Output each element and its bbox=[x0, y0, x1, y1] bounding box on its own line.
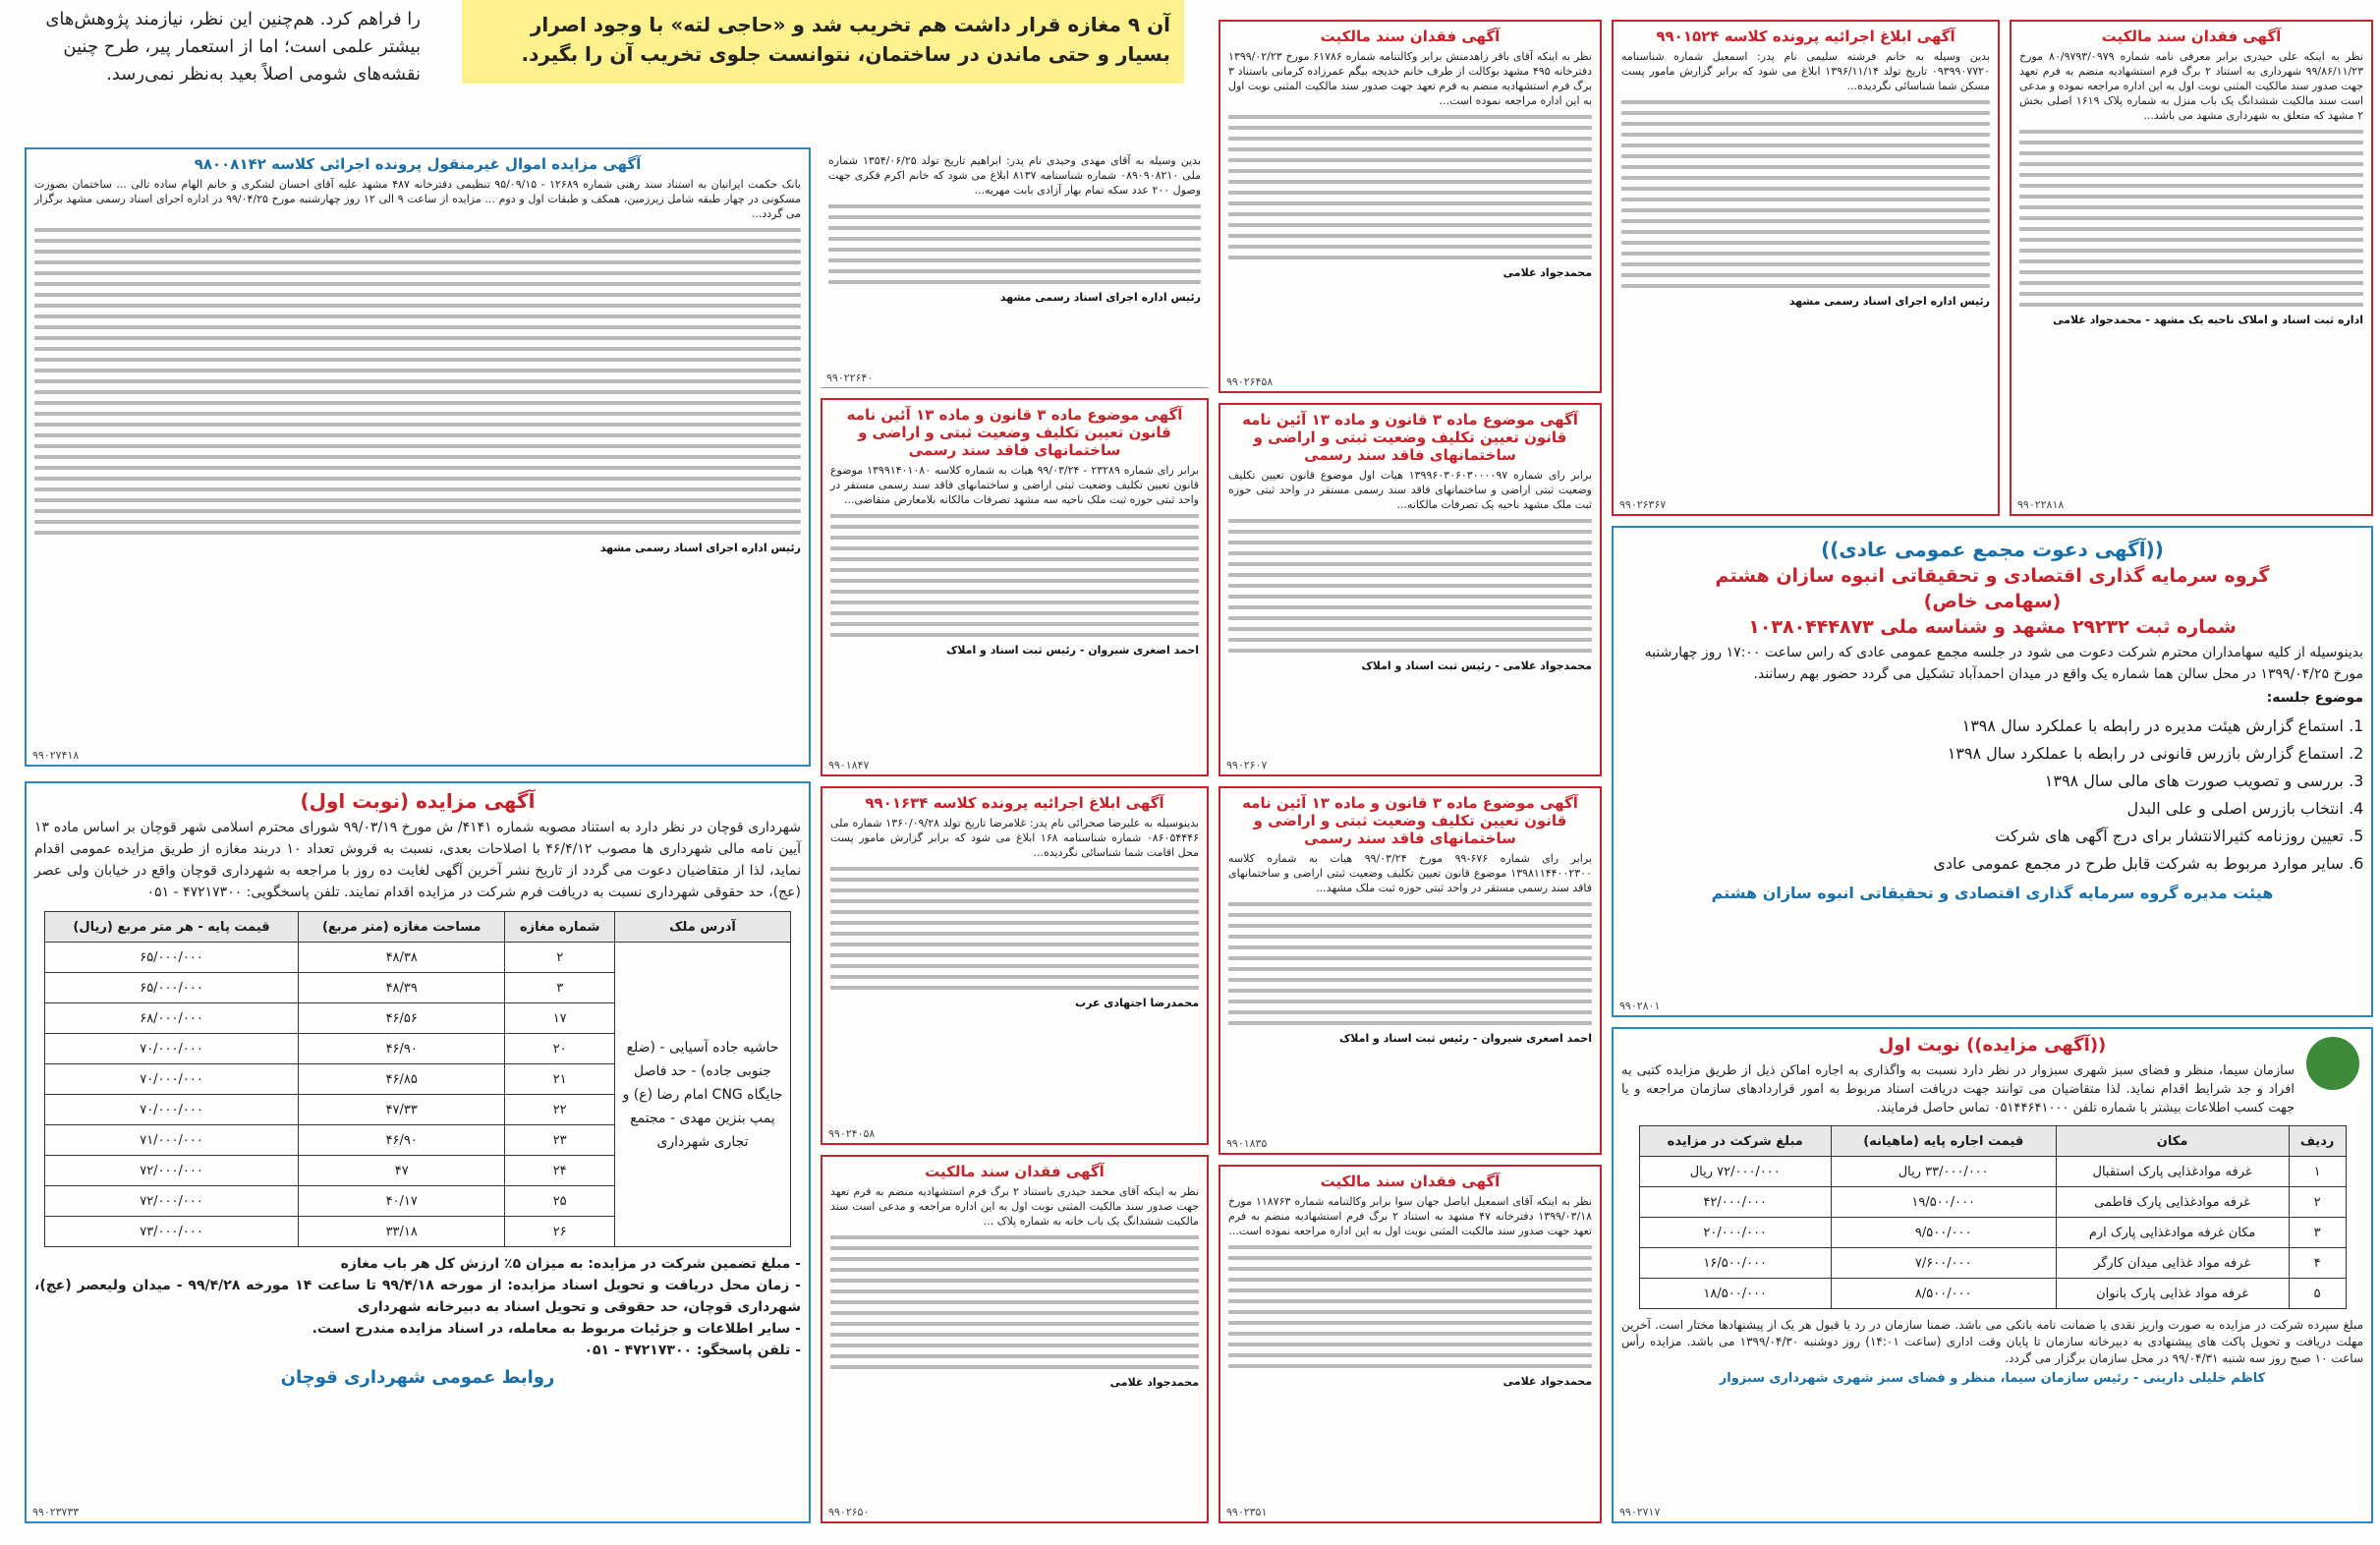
ad-code: ۹۹۰۲۶۳۶۷ bbox=[1619, 498, 1667, 511]
ad-code: ۹۹۰۲۸۰۱ bbox=[1619, 1000, 1661, 1012]
ad-code: ۹۹۰۱۸۴۷ bbox=[828, 759, 870, 772]
cell: ۲۱ bbox=[505, 1064, 615, 1095]
cell: مکان غرفه موادغذایی پارک ارم bbox=[2056, 1218, 2289, 1248]
ad-auction-property bbox=[25, 147, 811, 767]
cell: ۴۲/۰۰۰/۰۰۰ bbox=[1639, 1187, 1831, 1218]
note-item: - مبلغ تضمین شرکت در مزایده: به میزان ۵٪ ارزش کل هر باب مغازه bbox=[340, 1256, 801, 1272]
ad-body: نظر به اینکه علی حیدری برابر معرفی نامه شماره ۸۰/۹۷۹۳/۰۹۷۹ مورخ ۹۹/۸۶/۱۱/۲۳ شهرداری به استناد ۲ برگ فرم استشهادیه منضم به فرم تعهد جهت صدور سند مالکیت المثنی نوبت اول به این اداره مراجعه نموده و مدعی است سند مالکیت ششدانگ یک باب منزل به شماره پلاک ۱۶۱۹ اصلی بخش ۲ مشهد که متعلق به شهرداری مشهد می باشد... bbox=[2019, 50, 2363, 122]
cell: ۴۶/۸۵ bbox=[299, 1064, 505, 1095]
ad-body: برابر رای شماره ۲۳۲۸۹ - ۹۹/۰۳/۲۴ هیات به شماره کلاسه ۱۳۹۹۱۴۰۱۰۸۰ موضوع قانون تعیین تکلیف وضعیت ثبتی اراضی و ساختمانهای فاقد سند رسمی مستقر در واحد ثبتی حوزه ثبت ملک ناحیه سه مشهد تصرفات مالکانه بلامعارض متقاضی... bbox=[830, 464, 1199, 506]
ad-body: بدین وسیله به خانم فرشته سلیمی نام پدر: اسمعیل شماره شناسنامه ۰۹۳۹۹۰۷۷۲۰ تاریخ تولد ۱۳۹۶/۱۱/۱۴ ابلاغ می شود که برابر گزارش مامور پست مسکن شما شناسائی نگردیده... bbox=[1621, 50, 1990, 92]
ad-title: آگهی فقدان سند مالکیت bbox=[925, 1163, 1105, 1180]
col-header: ردیف bbox=[2289, 1126, 2346, 1157]
table-row bbox=[1639, 1157, 2346, 1187]
ad-code: ۹۹۰۱۸۳۵ bbox=[1226, 1137, 1268, 1150]
ad-title: آگهی موضوع ماده ۳ قانون و ماده ۱۳ آئین نامه قانون تعیین تکلیف وضعیت ثبتی و اراضی و ساختمانهای فاقد سند رسمی bbox=[1242, 794, 1578, 847]
cell: ۷۲/۰۰۰/۰۰۰ bbox=[45, 1186, 299, 1217]
cell: ۴۰/۱۷ bbox=[299, 1186, 505, 1217]
note-item: - زمان محل دریافت و تحویل اسناد مزایده: از مورخه ۹۹/۴/۱۸ تا ساعت ۱۴ مورخه ۹۹/۴/۲۸ - میدان ولیعصر (عج)، شهرداری قوچان، حد حقوقی و تحویل اسناد به دبیرخانه شهرداری bbox=[34, 1278, 801, 1315]
ad-loss-deed-4 bbox=[1218, 1165, 1602, 1523]
cell: ۴۷ bbox=[299, 1156, 505, 1186]
ad-sabzevar-auction bbox=[1612, 1027, 2373, 1523]
cell: ۳ bbox=[505, 973, 615, 1003]
ad-title: آگهی موضوع ماده ۳ قانون و ماده ۱۳ آئین نامه قانون تعیین تکلیف وضعیت ثبتی و اراضی و ساختمانهای فاقد سند رسمی bbox=[1242, 411, 1578, 464]
ad-signature: روابط عمومی شهرداری قوچان bbox=[280, 1367, 555, 1388]
ad-loss-deed-1 bbox=[2010, 20, 2373, 516]
col-header: شماره مغازه bbox=[505, 912, 615, 943]
cell: ۷۲/۰۰۰/۰۰۰ bbox=[45, 1156, 299, 1186]
ad-signature: محمدجواد غلامی bbox=[1109, 1376, 1199, 1389]
cell: ۲۴ bbox=[505, 1156, 615, 1186]
cell: ۷۲/۰۰۰/۰۰۰ ریال bbox=[1639, 1157, 1831, 1187]
ad-code: ۹۹۰۲۷۱۷ bbox=[1619, 1506, 1661, 1518]
cell: ۱ bbox=[2289, 1157, 2346, 1187]
banner-text: آن ۹ مغازه قرار داشت هم تخریب شد و «حاجی لته» با وجود اصرار بسیار و حتی ماندن در ساختمان، نتوانست جلوی تخریب آن را بگیرد. bbox=[521, 13, 1170, 66]
note-item: - تلفن پاسخگو: ۴۷۲۱۷۳۰۰ - ۰۵۱ bbox=[584, 1343, 801, 1358]
table-row bbox=[1639, 1187, 2346, 1218]
cell: ۹/۵۰۰/۰۰۰ bbox=[1831, 1218, 2056, 1248]
cell: ۲۰/۰۰۰/۰۰۰ bbox=[1639, 1218, 1831, 1248]
col-header: قیمت پایه - هر متر مربع (ریال) bbox=[45, 912, 299, 943]
company-type: (سهامی خاص) bbox=[1923, 591, 2062, 612]
ad-signature: رئیس اداره اجرای اسناد رسمی مشهد bbox=[999, 291, 1201, 304]
ad-signature: احمد اصغری شیروان - رئیس ثبت اسناد و املاک bbox=[946, 644, 1199, 657]
cell: غرفه مواد غذایی پارک بانوان bbox=[2056, 1279, 2289, 1309]
ad-exec-notice-1 bbox=[1612, 20, 2000, 516]
cell: ۲۲ bbox=[505, 1095, 615, 1125]
ad-body: نظر به اینکه آقای باقر زاهدمنش برابر وکالتنامه شماره ۶۱۷۸۶ مورخ ۱۳۹۹/۰۲/۲۳ دفترخانه ۴۹۵ مشهد بوکالت از طرف خانم خدیجه بیگم عمرزاده کرمانی باستناد ۳ برگ فرم استشهادیه منضم به فرم تعهد جهت صدور سند مالکیت المثنی نوبت اول به این اداره مراجعه نموده است... bbox=[1228, 50, 1592, 107]
cell: ۱۹/۵۰۰/۰۰۰ bbox=[1831, 1187, 2056, 1218]
cell: ۴۶/۹۰ bbox=[299, 1125, 505, 1156]
ad-signature: رئیس اداره اجرای اسناد رسمی مشهد bbox=[1788, 295, 1990, 308]
shops-table bbox=[44, 911, 791, 1247]
cell: ۳۳/۱۸ bbox=[299, 1217, 505, 1247]
cell: ۶۵/۰۰۰/۰۰۰ bbox=[45, 943, 299, 973]
cell: ۲ bbox=[2289, 1187, 2346, 1218]
table-row bbox=[1639, 1218, 2346, 1248]
ad-code: ۹۹۰۲۲۶۴۰ bbox=[826, 372, 874, 384]
ad-title: آگهی موضوع ماده ۳ قانون و ماده ۱۳ آئین نامه قانون تعیین تکلیف وضعیت ثبتی و اراضی و ساختمانهای فاقد سند رسمی bbox=[846, 406, 1183, 459]
agenda-item: 4. انتخاب بازرس اصلی و علی البدل bbox=[1641, 795, 2344, 823]
ad-signature: محمدجواد غلامی bbox=[1502, 1375, 1592, 1388]
cell: ۷۳/۰۰۰/۰۰۰ bbox=[45, 1217, 299, 1247]
ad-footer: مبلغ سپرده شرکت در مزایده به صورت واریز نقدی یا ضمانت نامه بانکی می باشد. ضمنا سازمان در رد یا قبول هر یک از پیشنهادها مختار است. آخرین مهلت دریافت و تحویل پاکت های پیشنهادی به دبیرخانه سازمان تا پایان وقت اداری (ساعت ۱۴:۰۱) روز دوشنبه ۱۳۹۹/۰۴/۳۰ می باشد. مزایده رأس ساعت ۱۰ صبح روز سه شنبه ۹۹/۰۴/۳۱ در محل سازمان برگزار می گردد. bbox=[1621, 1318, 2363, 1365]
cell: غرفه مواد غذایی میدان کارگر bbox=[2056, 1248, 2289, 1279]
cell: ۱۷ bbox=[505, 1003, 615, 1034]
cell: ۷۰/۰۰۰/۰۰۰ bbox=[45, 1034, 299, 1064]
ad-code: ۹۹۰۲۳۷۳۳ bbox=[32, 1506, 80, 1518]
ad-general-meeting bbox=[1612, 526, 2373, 1017]
agenda-item: 2. استماع گزارش بازرس قانونی در رابطه با عملکرد سال ۱۳۹۸ bbox=[1641, 740, 2344, 768]
cell: ۴ bbox=[2289, 1248, 2346, 1279]
agenda-item: 1. استماع گزارش هیئت مدیره در رابطه با عملکرد سال ۱۳۹۸ bbox=[1641, 713, 2344, 740]
col-header: آدرس ملک bbox=[615, 912, 791, 943]
ad-code: ۹۹۰۲۶۰۷ bbox=[1226, 759, 1268, 772]
ad-signature: کاظم خلیلی دارینی - رئیس سازمان سیما، منظر و فضای سبز شهری شهرداری سبزوار bbox=[1719, 1371, 2266, 1386]
ad-body: بانک حکمت ایرانیان به استناد سند رهنی شماره ۱۲۶۸۹ - ۹۵/۰۹/۱۵ تنظیمی دفترخانه ۴۸۷ مشهد علیه آقای احسان لشکری و خانم الهام ساده تالی ... ساختمان بصورت مسکونی در چهار طبقه شامل زیرزمین، همکف و طبقات اول و دوم ... مزایده از ساعت ۹ الی ۱۲ روز چهارشنبه مورخ ۹۹/۰۴/۲۵ در اداره اجرای اسناد رسمی مشهد برگزار می گردد... bbox=[34, 178, 801, 220]
cell: ۳۳/۰۰۰/۰۰۰ ریال bbox=[1831, 1157, 2056, 1187]
ad-title: آگهی مزایده اموال غیرمنقول پرونده اجرائی کلاسه ۹۸۰۰۸۱۴۲ bbox=[194, 155, 642, 173]
ad-code: ۹۹۰۲۳۵۱ bbox=[1226, 1506, 1268, 1518]
top-banner bbox=[462, 0, 1184, 84]
ad-signature: محمدجواد غلامی - رئیس ثبت اسناد و املاک bbox=[1361, 659, 1592, 672]
meeting-intro: بدینوسیله از کلیه سهامداران محترم شرکت دعوت می شود در جلسه مجمع عمومی عادی که راس ساعت ۱۷:۰۰ روز چهارشنبه مورخ ۱۳۹۹/۰۴/۲۵ در محل سالن هما شماره یک واقع در میدان احمدآباد تشکیل می گردد حضور بهم رسانند. bbox=[1644, 645, 2363, 682]
cell: غرفه موادغذایی پارک استقبال bbox=[2056, 1157, 2289, 1187]
ad-signature: محمدرضا اجتهادی عرب bbox=[1075, 997, 1199, 1009]
ad-code: ۹۹۰۲۶۴۵۸ bbox=[1226, 375, 1274, 388]
meeting-header: ((آگهی دعوت مجمع عمومی عادی)) bbox=[1821, 538, 2164, 561]
agenda-title: موضوع جلسه: bbox=[2266, 690, 2363, 706]
note-item: - سایر اطلاعات و جزئیات مربوط به معامله، در اسناد مزایده مندرج است. bbox=[312, 1321, 801, 1337]
ad-title: ((آگهی مزایده)) نوبت اول bbox=[1878, 1035, 2107, 1056]
cell: ۶۵/۰۰۰/۰۰۰ bbox=[45, 973, 299, 1003]
ad-title: آگهی فقدان سند مالکیت bbox=[2101, 28, 2282, 45]
col-header: قیمت اجاره پایه (ماهیانه) bbox=[1831, 1126, 2056, 1157]
ad-title: آگهی فقدان سند مالکیت bbox=[1320, 1173, 1501, 1190]
address-cell: حاشیه جاده آسیایی - (ضلع جنوبی جاده) - حد فاصل جایگاه CNG امام رضا (ع) و پمپ بنزین مهدی - مجتمع تجاری شهرداری bbox=[615, 943, 791, 1247]
col-header: مکان bbox=[2056, 1126, 2289, 1157]
cell: ۲۰ bbox=[505, 1034, 615, 1064]
ad-loss-deed-3 bbox=[821, 1155, 1209, 1523]
ad-loss-deed-2 bbox=[1218, 20, 1602, 393]
article-text: را فراهم کرد. هم‌چنین این نظر، نیازمند پژوهش‌های بیشتر علمی است؛ اما از استعمار پیر، طرح چنین نقشه‌های شومی اصلاً بعید به‌نظر نمی‌رسد. bbox=[45, 9, 421, 85]
table-header bbox=[1639, 1126, 2346, 1157]
ad-signature: احمد اصغری شیروان - رئیس ثبت اسناد و املاک bbox=[1339, 1032, 1592, 1045]
ad-code: ۹۹۰۲۷۴۱۸ bbox=[32, 749, 80, 762]
cell: ۷۱/۰۰۰/۰۰۰ bbox=[45, 1125, 299, 1156]
ad-body: برابر رای شماره ۶۷۶-۹۹ مورخ ۹۹/۰۳/۲۴ هیات به شماره کلاسه ۱۳۹۸۱۱۴۴۰۰۲۳۰۰ موضوع قانون تعیین تکلیف وضعیت ثبتی اراضی و ساختمانهای فاقد سند رسمی مستقر در واحد ثبتی حوزه ثبت ملک مشهد... bbox=[1228, 852, 1592, 894]
cell: ۴۶/۹۰ bbox=[299, 1034, 505, 1064]
ad-quchan-auction bbox=[25, 781, 811, 1523]
ad-title: آگهی ابلاغ اجرائیه پرونده کلاسه ۹۹۰۱۵۲۴ bbox=[1656, 28, 1955, 45]
cell: ۷۰/۰۰۰/۰۰۰ bbox=[45, 1095, 299, 1125]
cell: ۴۶/۵۶ bbox=[299, 1003, 505, 1034]
ad-title: آگهی ابلاغ اجرائیه پرونده کلاسه ۹۹۰۱۶۳۴ bbox=[865, 794, 1164, 812]
cell: ۲۵ bbox=[505, 1186, 615, 1217]
cell: ۵ bbox=[2289, 1279, 2346, 1309]
top-left-article bbox=[8, 0, 430, 98]
table-header bbox=[45, 912, 791, 943]
ad-signature: اداره ثبت اسناد و املاک ناحیه یک مشهد - محمدجواد غلامی bbox=[2053, 314, 2363, 326]
ad-body: شهرداری قوچان در نظر دارد به استناد مصوبه شماره ۴۱۴۱/ ش مورخ ۹۹/۰۳/۱۹ شورای محترم اسلامی شهر قوچان بر اساس ماده ۱۳ آیین نامه مالی شهرداری ها مصوب ۴۶/۴/۱۲ با اصلاحات بعدی، نسبت به فروش تعداد ۱۰ دربند مغازه از طریق مزایده عمومی اقدام نماید، لذا از متقاضیان دعوت می گردد از تاریخ نشر آخرین آگهی لغایت ده روز با مراجعه به شهرداری قوچان واقع در خیابان ولی عصر (عج)، حد حقوقی شهرداری نسبت به دریافت فرم شرکت در مزایده اقدام نمایند. تلفن پاسخگویی: ۴۷۲۱۷۳۰۰ - ۰۵۱ bbox=[34, 820, 801, 900]
cell: ۷/۶۰۰/۰۰۰ bbox=[1831, 1248, 2056, 1279]
cell: ۲۶ bbox=[505, 1217, 615, 1247]
rent-table bbox=[1639, 1125, 2347, 1309]
table-row bbox=[1639, 1279, 2346, 1309]
agenda-list bbox=[1641, 713, 2344, 878]
ad-signature: محمدجواد غلامی bbox=[1502, 266, 1592, 279]
ad-body: بدین وسیله به آقای مهدی وحیدی نام پدر: ابراهیم تاریخ تولد ۱۳۵۴/۰۶/۲۵ شماره ملی ۰۸۹۰۹۰۸۲۱۰ شماره شناسنامه ۸۱۳۷ ابلاغ می شود که خانم اکرم فکری جهت وصول ۲۰۰ عدد سکه تمام بهار آزادی بابت مهریه... bbox=[828, 154, 1201, 197]
cell: غرفه موادغذایی پارک فاطمی bbox=[2056, 1187, 2289, 1218]
ad-body: سازمان سیما، منظر و فضای سبز شهری سبزوار در نظر دارد نسبت به واگذاری به اجاره اماکن ذیل از طریق مزایده کتبی به افراد و جد شرایط اقدام نماید. لذا متقاضیان می توانند جهت دریافت اسناد مربوط به امور قراردادهای سازمان مراجعه و یا جهت کسب اطلاعات بیشتر با شماره تلفن ۰۵۱۴۴۶۴۱۰۰۰ تماس حاصل فرمایند. bbox=[1621, 1063, 2295, 1116]
cell: ۷۰/۰۰۰/۰۰۰ bbox=[45, 1064, 299, 1095]
agenda-item: 3. بررسی و تصویب صورت های مالی سال ۱۳۹۸ bbox=[1641, 768, 2344, 795]
agenda-item: 5. تعیین روزنامه کثیرالانتشار برای درج آگهی های شرکت bbox=[1641, 823, 2344, 850]
ad-code: ۹۹۰۲۴۰۵۸ bbox=[828, 1127, 876, 1140]
ad-code: ۹۹۰۲۲۸۱۸ bbox=[2017, 498, 2065, 511]
ad-law147-1 bbox=[821, 398, 1209, 776]
cell: ۲۳ bbox=[505, 1125, 615, 1156]
cell: ۳ bbox=[2289, 1218, 2346, 1248]
ad-body: برابر رای شماره ۱۳۹۹۶۰۳۰۶۰۳۰۰۰۰۹۷ هیات اول موضوع قانون تعیین تکلیف وضعیت ثبتی اراضی و ساختمانهای فاقد سند رسمی مستقر در واحد ثبتی حوزه ثبت ملک مشهد ناحیه یک تصرفات مالکانه... bbox=[1228, 469, 1593, 511]
ad-law147-3 bbox=[1218, 786, 1602, 1155]
cell: ۴۷/۳۳ bbox=[299, 1095, 505, 1125]
cell: ۱۸/۵۰۰/۰۰۰ bbox=[1639, 1279, 1831, 1309]
ad-title: آگهی مزایده (نوبت اول) bbox=[300, 789, 536, 813]
company-registration: شماره ثبت ۲۹۲۳۲ مشهد و شناسه ملی ۱۰۳۸۰۴۴۴۸۷۳ bbox=[1748, 616, 2237, 638]
col-header: مبلغ شرکت در مزایده bbox=[1639, 1126, 1831, 1157]
cell: ۲ bbox=[505, 943, 615, 973]
cell: ۴۸/۳۹ bbox=[299, 973, 505, 1003]
col-header: مساحت مغازه (متر مربع) bbox=[299, 912, 505, 943]
ad-body: نظر به اینکه آقای محمد حیدری باستناد ۲ برگ فرم استشهادیه منضم به فرم تعهد جهت صدور سند مالکیت المثنی نوبت اول به این اداره مراجعه و مدعی است سند مالکیت ششدانگ یک باب خانه به شماره پلاک ... bbox=[830, 1185, 1199, 1228]
table-row bbox=[45, 943, 791, 973]
ad-installment bbox=[821, 147, 1209, 388]
ad-signature: رئیس اداره اجرای اسناد رسمی مشهد bbox=[599, 542, 801, 554]
ad-body: نظر به اینکه آقای اسمعیل ایاصل جهان سوا برابر وکالتنامه شماره ۱۱۸۷۶۳ مورخ ۱۳۹۹/۰۳/۱۸ دفترخانه ۴۷ مشهد به استناد ۲ برگ فرم استشهادیه منضم به فرم تعهد جهت صدور سند مالکیت المثنی نوبت اول به این اداره مراجعه نموده است... bbox=[1228, 1195, 1593, 1237]
cell: ۴۸/۳۸ bbox=[299, 943, 505, 973]
agenda-item: 6. سایر موارد مربوط به شرکت قابل طرح در مجمع عمومی عادی bbox=[1641, 850, 2344, 878]
company-name: گروه سرمایه گذاری اقتصادی و تحقیقاتی انبوه سازان هشتم bbox=[1715, 565, 2270, 587]
cell: ۸/۵۰۰/۰۰۰ bbox=[1831, 1279, 2056, 1309]
ad-body: بدینوسیله به علیرضا صحرائی نام پدر: غلامرضا تاریخ تولد ۱۳۶۰/۰۹/۲۸ شماره ملی ۰۸۶۰۵۴۴۴۶ شماره شناسنامه ۱۶۸ ابلاغ می شود که برابر گزارش مامور پست محل اقامت شما شناسائی نگردیده... bbox=[830, 817, 1199, 859]
table-row bbox=[1639, 1248, 2346, 1279]
cell: ۱۶/۵۰۰/۰۰۰ bbox=[1639, 1248, 1831, 1279]
cell: ۶۸/۰۰۰/۰۰۰ bbox=[45, 1003, 299, 1034]
ad-law147-2 bbox=[1218, 403, 1602, 776]
meeting-board: هیئت مدیره گروه سرمایه گذاری اقتصادی و تحقیقاتی انبوه سازان هشتم bbox=[1711, 884, 2274, 902]
ad-exec-notice-2 bbox=[821, 786, 1209, 1145]
auction-notes bbox=[34, 1253, 801, 1361]
ad-code: ۹۹۰۲۶۵۰ bbox=[828, 1506, 870, 1518]
ad-title: آگهی فقدان سند مالکیت bbox=[1320, 28, 1501, 45]
organization-logo bbox=[2306, 1037, 2359, 1090]
